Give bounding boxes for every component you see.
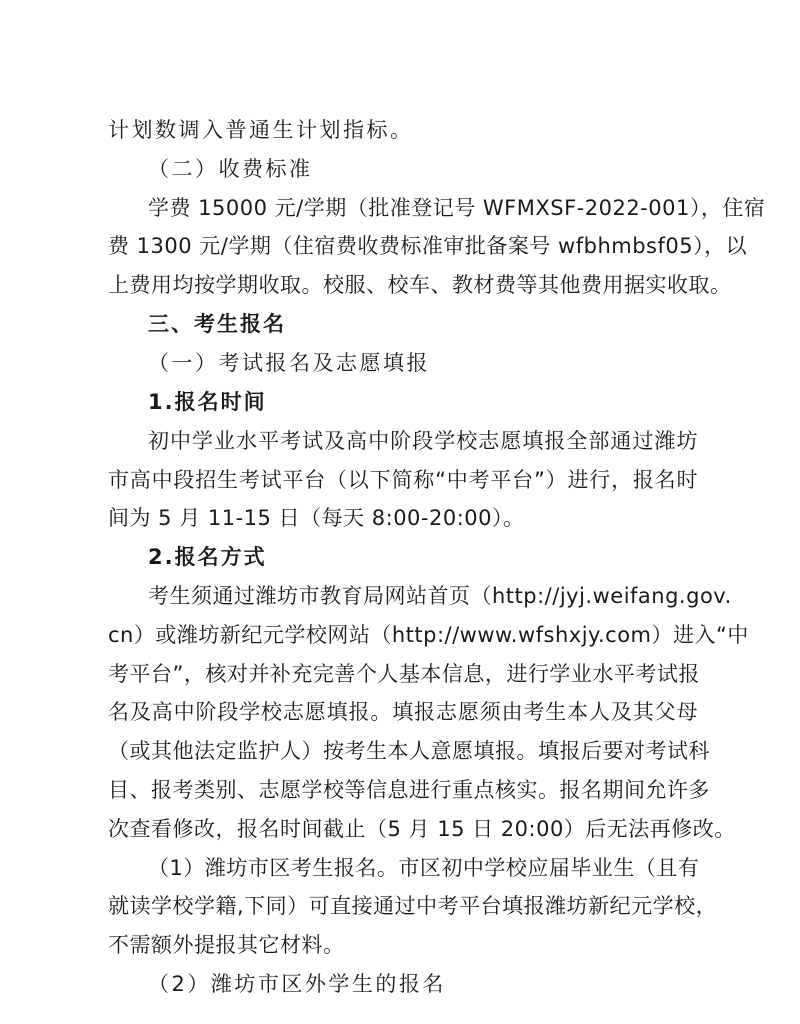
text-line: 费 1300 元/学期（住宿费收费标准审批备案号 wfbhmbsf05），以 [108, 234, 748, 258]
subsection-heading: （2）潍坊市区外学生的报名 [148, 972, 446, 996]
text-line: cn）或潍坊新纪元学校网站（http://www.wfshxjy.com）进入“中 [108, 623, 749, 647]
subsection-heading: 2.报名方式 [148, 545, 267, 569]
text-line: 初中学业水平考试及高中阶段学校志愿填报全部通过潍坊 [148, 429, 698, 453]
text-line: 就读学校学籍,下同）可直接通过中考平台填报潍坊新纪元学校， [108, 894, 718, 918]
text-line: 学费 15000 元/学期（批准登记号 WFMXSF-2022-001），住宿 [148, 196, 766, 220]
text-line: 上费用均按学期收取。校服、校车、教材费等其他费用据实收取。 [108, 273, 732, 297]
section-heading: （二）收费标准 [148, 157, 313, 181]
text-line: （或其他法定监护人）按考生本人意愿填报。填报后要对考试科 [108, 739, 710, 763]
text-line: 考生须通过潍坊市教育局网站首页（http://jyj.weifang.gov. [148, 584, 732, 608]
text-line: 次查看修改，报名时间截止（5 月 15 日 20:00）后无法再修改。 [108, 817, 736, 841]
section-heading: 三、考生报名 [148, 312, 286, 336]
subsection-heading: 1.报名时间 [148, 390, 267, 414]
subsection-heading: （一）考试报名及志愿填报 [148, 351, 430, 375]
text-line: （1）潍坊市区考生报名。市区初中学校应届毕业生（且有 [148, 856, 700, 880]
text-line: 市高中段招生考试平台（以下简称“中考平台”）进行，报名时 [108, 468, 698, 492]
text-line: 计划数调入普通生计划指标。 [108, 118, 414, 142]
text-line: 考平台”，核对并补充完善个人基本信息，进行学业水平考试报 [108, 662, 700, 686]
text-line: 间为 5 月 11-15 日（每天 8:00-20:00）。 [108, 506, 525, 530]
text-line: 不需额外提报其它材料。 [108, 933, 345, 957]
text-line: 目、报考类别、志愿学校等信息进行重点核实。报名期间允许多 [108, 778, 710, 802]
text-line: 名及高中阶段学校志愿填报。填报志愿须由考生本人及其父母 [108, 700, 698, 724]
